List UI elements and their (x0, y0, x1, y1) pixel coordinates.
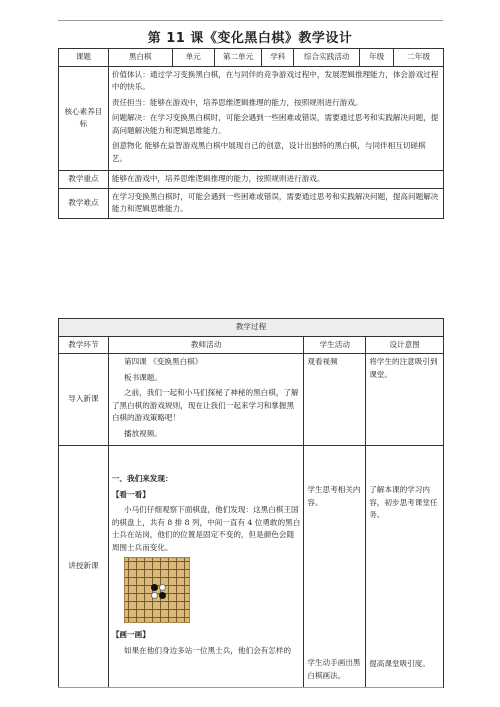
literacy-label: 核心素养目标 (59, 66, 109, 171)
draw-label: 【画一画】 (111, 630, 150, 639)
intro-design: 将学生的注意吸引到课堂。 (366, 354, 444, 446)
literacy-row (59, 66, 444, 171)
intro-stage: 导入新课 (59, 354, 109, 446)
footer-rule (58, 687, 443, 688)
difficulty-label: 教学难点 (59, 188, 109, 218)
key-point-label: 教学重点 (59, 171, 109, 189)
literacy-item: 问题解决：在学习变换黑白棋时，可能会遇到一些困难或错误，需要通过思考和实践解决问题，提高问题解决能力和逻辑思维能力。 (111, 113, 439, 135)
col-teacher: 教师活动 (108, 336, 304, 354)
intro-teacher-line: 播放视频。 (124, 428, 162, 438)
literacy-item: 价值体认：通过学习变换黑白棋，在与同伴的竞争游戏过程中，发展逻辑推理能力，体会游戏过程中的快乐。 (111, 69, 439, 91)
new-heading: 一、我们来发现： (111, 474, 173, 483)
white-stone (151, 592, 158, 599)
process-header: 教学过程 (59, 319, 444, 337)
lesson-label: 课题 (59, 49, 109, 67)
grade-label: 年级 (360, 49, 394, 67)
intro-student: 观看视频 (304, 354, 366, 446)
new-design (366, 446, 444, 688)
intro-teacher-line: 第四课 《变换黑白棋》 (124, 357, 203, 366)
col-student: 学生活动 (304, 336, 366, 354)
info-row (59, 49, 444, 67)
white-stone (159, 584, 166, 591)
student-activity-1: 学生思考相关内容。 (307, 485, 361, 507)
intro-teacher-line: 板书课题。 (124, 372, 162, 382)
grade-value: 二年级 (394, 49, 444, 67)
unit-label: 单元 (172, 49, 214, 67)
page-title: 第 11 课《变化黑白棋》教学设计 (147, 31, 353, 46)
process-header-row (59, 319, 444, 337)
new-student (304, 446, 366, 688)
subject-value: 综合实践活动 (294, 49, 360, 67)
lesson-value: 黑白棋 (108, 49, 172, 67)
intro-teacher-line: 之前，我们一起和小马们探秘了神秘的黑白棋，了解了黑白棋的游戏规则，现在让我们一起来学习和掌握黑白棋的游戏策略吧！ (111, 388, 299, 422)
student-activity-2: 学生动手画出黑白棋画法。 (307, 658, 361, 680)
teaching-process-table (58, 318, 444, 688)
draw-text: 如果在他们身边多站一位黑士兵，他们会有怎样的 (124, 645, 292, 655)
literacy-content (108, 66, 443, 171)
new-lesson-row (59, 446, 444, 688)
process-columns-row (59, 336, 444, 354)
design-intent-2: 提高课堂吸引度。 (369, 658, 430, 668)
look-label: 【看一看】 (111, 489, 150, 499)
key-point-row (59, 171, 444, 189)
intro-row (59, 354, 444, 446)
look-text: 小马们仔细观察下面棋盘，他们发现：这黑白棋王国的棋盘上，共有 8 排 8 列，中间一直有 4 位勇敢的黑白士兵在站岗，他们的位置是固定不变的，但是颜色会随周围士兵而变化。 (111, 505, 301, 552)
intro-teacher (108, 354, 304, 446)
col-stage: 教学环节 (59, 336, 109, 354)
lesson-info-table (58, 48, 444, 219)
literacy-item: 责任担当：能够在游戏中，培养思维逻辑推理的能力，按照规则进行游戏。 (111, 97, 363, 107)
col-design: 设计意图 (366, 336, 444, 354)
chessboard-image (124, 557, 190, 623)
black-stone (159, 592, 166, 599)
header-rule (58, 20, 443, 21)
design-intent-1: 了解本课的学习内容，初步思考课堂任务。 (369, 485, 438, 519)
new-teacher (108, 446, 304, 688)
black-stone (151, 584, 158, 591)
subject-label: 学科 (262, 49, 294, 67)
key-point-value: 能够在游戏中，培养思维逻辑推理的能力，按照规则进行游戏。 (108, 171, 443, 189)
literacy-item: 创意物化 能够在益智游戏黑白棋中展现自己的创意，设计出独特的黑白棋，与同伴相互切磋棋艺。 (111, 141, 426, 163)
unit-value: 第二单元 (214, 49, 262, 67)
difficulty-row (59, 188, 444, 218)
new-stage: 讲授新课 (59, 446, 109, 688)
difficulty-value: 在学习变换黑白棋时，可能会遇到一些困难或错误，需要通过思考和实践解决问题，提高问题解决能力和逻辑思维能力。 (108, 188, 443, 218)
